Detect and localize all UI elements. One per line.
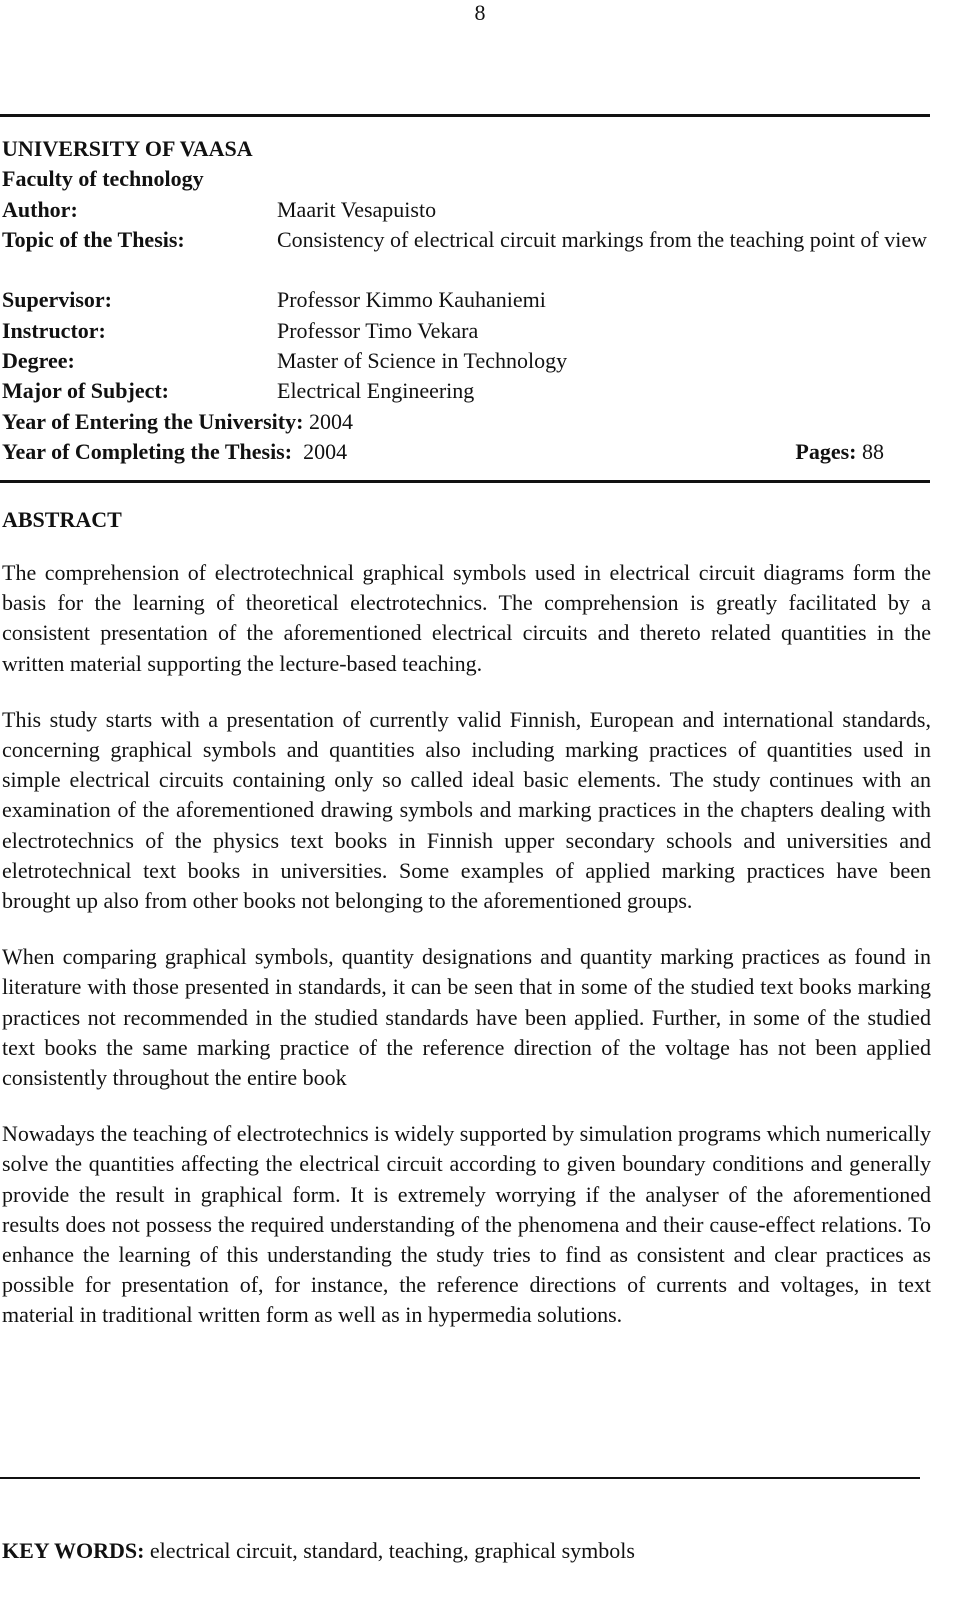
keywords-label: KEY WORDS: <box>2 1538 145 1563</box>
year-entering-value: 2004 <box>308 408 353 434</box>
bottom-rule <box>0 1477 920 1479</box>
keywords-line <box>2 1536 932 1566</box>
abstract-paragraph-1: The comprehension of electrotechnical graphical symbols used in electrical circuit diagrams form the basis for the learning of theoretical electrotechnics. The comprehension is greatly facilitated by a consistent presentation of the aforementioned electrical circuits and thereto related quantities in the written material supporting the lecture-based teaching. <box>2 560 931 676</box>
pages-value: 88 <box>862 438 884 464</box>
abstract-paragraph-4: Nowadays the teaching of electrotechnics is widely supported by simulation programs which numerically solve the quantities affecting the electrical circuit according to given boundary conditions and generally provide the result in graphical form. It is extremely worrying if the analyser of the aforementioned results does not possess the required understanding of the phenomena and their cause-effect relations. To enhance the learning of this understanding the study tries to find as consistent and clear practices as possible for presentation of, for instance, the reference directions of currents and voltages, in text material in traditional written form as well as in hypermedia solutions. <box>2 1121 931 1328</box>
thesis-metadata <box>2 134 932 467</box>
year-entering-label: Year of Entering the University: <box>2 408 304 434</box>
instructor-label: Instructor: <box>2 317 106 343</box>
author-label: Author: <box>2 196 78 222</box>
major-label: Major of Subject: <box>2 378 169 404</box>
year-completing-row <box>2 437 932 467</box>
topic-value: Consistency of electrical circuit markings from the teaching point of view <box>277 226 928 252</box>
major-row <box>2 376 932 406</box>
topic-row <box>2 225 932 286</box>
supervisor-value: Professor Kimmo Kauhaniemi <box>277 287 546 313</box>
year-completing-value: 2004 <box>303 438 348 464</box>
supervisor-label: Supervisor: <box>2 287 112 313</box>
year-completing-label: Year of Completing the Thesis: <box>2 438 293 464</box>
pages-field <box>795 437 884 467</box>
abstract-body <box>2 558 931 1357</box>
keywords-value: electrical circuit, standard, teaching, graphical symbols <box>149 1538 635 1563</box>
page-number: 8 <box>474 0 486 25</box>
author-value: Maarit Vesapuisto <box>277 196 437 222</box>
middle-rule <box>0 480 930 483</box>
abstract-paragraph-3: When comparing graphical symbols, quantity designations and quantity marking practices as found in literature with those presented in standards, it can be seen that in some of the studied text books marking practices not recommended in the studied standards have been applied. Further, in some of the studied text books the same marking practice of the reference direction of the voltage has not been applied consistently throughout the entire book <box>2 944 931 1091</box>
university-row <box>2 134 932 164</box>
university-name: UNIVERSITY OF VAASA <box>2 136 253 161</box>
top-rule <box>0 114 930 117</box>
abstract-paragraph-2: This study starts with a presentation of currently valid Finnish, European and international standards, concerning graphical symbols and quantities also including marking practices of quantities used in simple electrical circuits containing only so called ideal basic elements. The study continues with an examination of the aforementioned drawing symbols and marking practices in the chapters dealing with electrotechnics of the physics text books in Finnish upper secondary schools and universities and eletrotechnical text books in universities. Some examples of applied marking practices have been brought up also from other books not belonging to the aforementioned groups. <box>2 706 931 914</box>
author-row <box>2 195 932 225</box>
degree-row <box>2 346 932 376</box>
major-value: Electrical Engineering <box>277 378 475 404</box>
instructor-row <box>2 316 932 346</box>
instructor-value: Professor Timo Vekara <box>277 317 479 343</box>
faculty-row <box>2 164 932 194</box>
year-entering-row <box>2 407 932 437</box>
degree-value: Master of Science in Technology <box>277 348 568 374</box>
degree-label: Degree: <box>2 348 75 374</box>
abstract-heading: ABSTRACT <box>2 507 122 532</box>
supervisor-row <box>2 285 932 315</box>
pages-label: Pages: <box>795 438 857 464</box>
faculty-name: Faculty of technology <box>2 166 204 192</box>
topic-label: Topic of the Thesis: <box>2 226 185 252</box>
